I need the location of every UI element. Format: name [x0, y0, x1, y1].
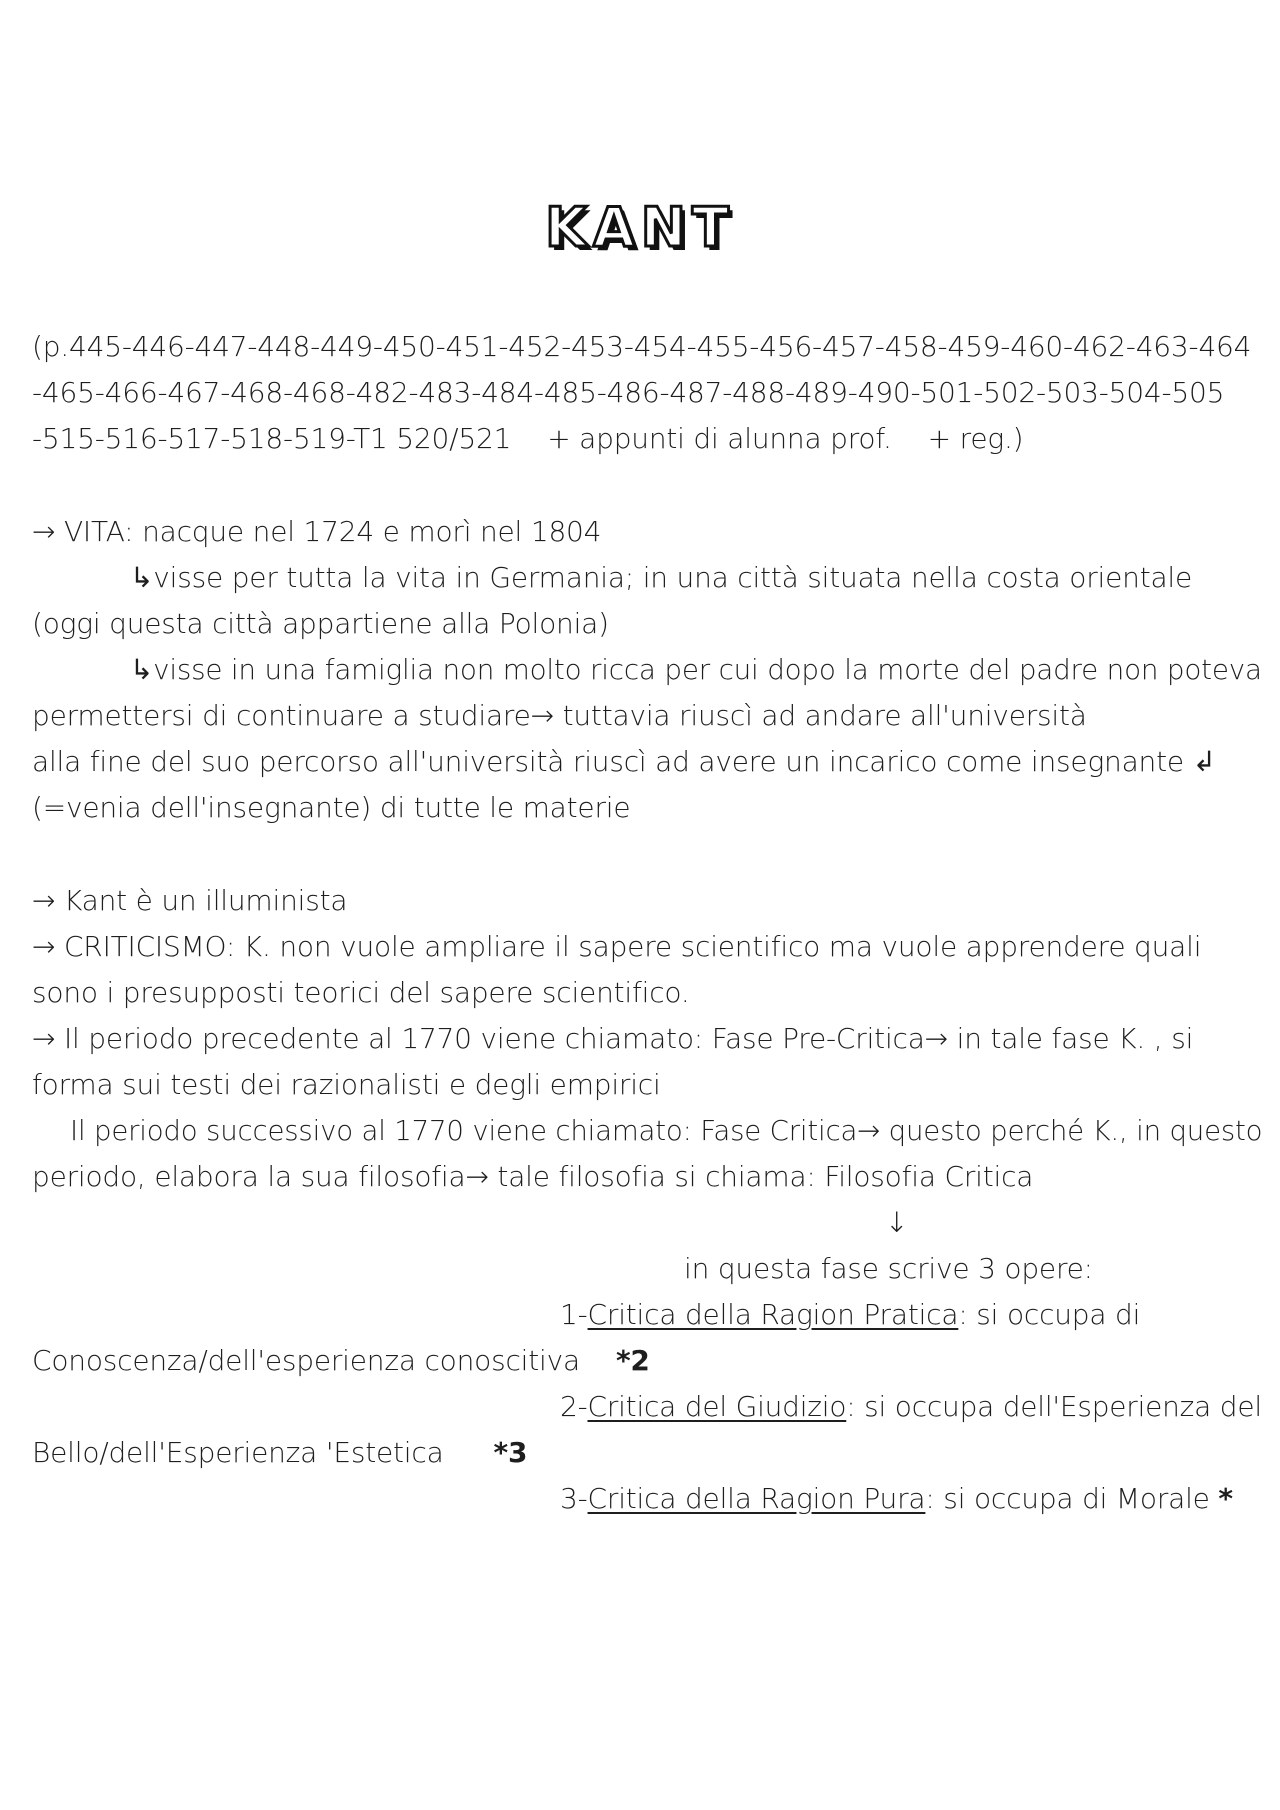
work-1 [560, 1298, 1140, 1332]
page-refs-line-2: -465-466-467-468-468-482-483-484-485-486-487-488-489-490-501-502-503-504-505 [32, 376, 1225, 409]
footnote-mark-2: *2 [615, 1344, 650, 1377]
work-1-continuation [32, 1344, 650, 1378]
vita-line-5: permettersi di continuare a studiare→ tuttavia riuscì ad andare all'università [32, 699, 1087, 732]
criticismo-line-2: sono i presupposti teorici del sapere scientifico. [32, 976, 690, 1009]
work-3-title: Critica della Ragion Pura [587, 1482, 926, 1515]
work-2-continuation [32, 1436, 527, 1470]
pre-critica-line-1: → Il periodo precedente al 1770 viene chiamato: Fase Pre-Critica→ in tale fase K. , si [32, 1022, 1194, 1055]
work-2-number: 2- [560, 1390, 588, 1423]
tre-opere-line: in questa fase scrive 3 opere: [684, 1252, 1093, 1285]
footnote-mark-3: *3 [493, 1436, 528, 1469]
work-1-number: 1- [560, 1298, 588, 1331]
pre-critica-line-2: forma sui testi dei razionalisti e degli empirici [32, 1068, 661, 1101]
vita-line-7: (=venia dell'insegnante) di tutte le materie [32, 791, 631, 824]
vita-heading: → VITA: nacque nel 1724 e morì nel 1804 [32, 515, 602, 548]
vita-line-4: ↳visse in una famiglia non molto ricca per cui dopo la morte del padre non poteva [130, 653, 1262, 686]
work-2 [560, 1390, 1262, 1424]
criticismo-line-1: → CRITICISMO: K. non vuole ampliare il sapere scientifico ma vuole apprendere quali [32, 930, 1202, 963]
work-3-desc: : si occupa di Morale [925, 1482, 1210, 1515]
register-source: + reg.) [927, 422, 1024, 455]
work-1-desc: : si occupa di [958, 1298, 1141, 1331]
work-1-title: Critica della Ragion Pratica [587, 1298, 959, 1331]
page-refs-line-1: (p.445-446-447-448-449-450-451-452-453-454-455-456-457-458-459-460-462-463-464 [32, 330, 1252, 363]
vita-line-2: ↳visse per tutta la vita in Germania; in una città situata nella costa orientale [130, 561, 1193, 594]
work-3 [560, 1482, 1233, 1516]
illuminista-line: → Kant è un illuminista [32, 884, 348, 917]
work-1-subject: Conoscenza/dell'esperienza conoscitiva [32, 1344, 580, 1377]
critica-line-2: periodo, elabora la sua filosofia→ tale filosofia si chiama: Filosofia Critica [32, 1160, 1034, 1193]
down-arrow: ↓ [885, 1206, 909, 1239]
critica-line-1: Il periodo successivo al 1770 viene chiamato: Fase Critica→ questo perché K., in questo [70, 1114, 1263, 1147]
work-3-number: 3- [560, 1482, 588, 1515]
notes-source: + appunti di alunna prof. [547, 422, 892, 455]
page-refs-line-3 [32, 422, 1023, 456]
work-2-title: Critica del Giudizio [587, 1390, 847, 1423]
work-2-desc: : si occupa dell'Esperienza del [846, 1390, 1262, 1423]
page-title: KANT [545, 196, 735, 259]
footnote-mark-1: * [1218, 1482, 1233, 1515]
page-refs-list-end: -515-516-517-518-519-T1 520/521 [32, 422, 512, 455]
vita-line-3: (oggi questa città appartiene alla Polonia) [32, 607, 609, 640]
work-2-subject: Bello/dell'Esperienza 'Estetica [32, 1436, 444, 1469]
vita-line-6: alla fine del suo percorso all'università riuscì ad avere un incarico come insegnante ↲ [32, 745, 1216, 778]
